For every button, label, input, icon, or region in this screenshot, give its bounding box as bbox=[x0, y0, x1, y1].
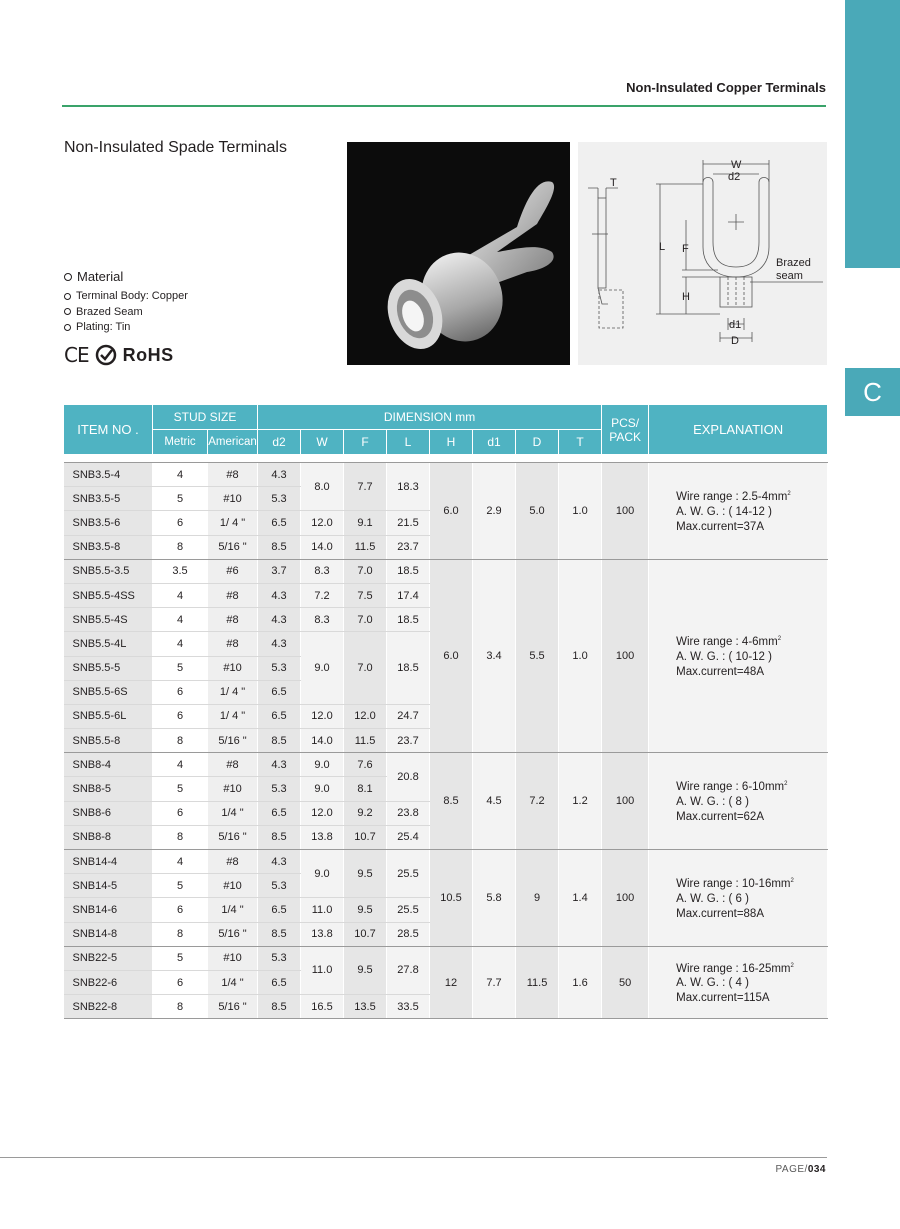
product-title: Non-Insulated Spade Terminals bbox=[64, 139, 287, 156]
header-l: L bbox=[387, 430, 430, 455]
table-row: SNB5.5-5 5 #10 5.3 bbox=[64, 656, 828, 680]
header-divider bbox=[62, 105, 826, 107]
specification-table bbox=[63, 404, 828, 1019]
certification-logos bbox=[64, 343, 174, 367]
circle-bullet-icon bbox=[64, 273, 72, 281]
explanation-cell: Wire range : $4-6mm^2$ A. W. G. : ( 10-12 ) Max.current=48A bbox=[649, 559, 828, 753]
material-item: Terminal Body: Copper bbox=[64, 289, 188, 305]
rohs-mark: RoHS bbox=[122, 344, 174, 365]
header-f: F bbox=[344, 430, 387, 455]
spade-terminal-photo bbox=[347, 142, 570, 365]
section-tab-c: C bbox=[845, 368, 900, 416]
table-row: SNB5.5-6S 6 1/ 4 " 6.5 bbox=[64, 680, 828, 704]
label-brazed: Brazed bbox=[776, 257, 811, 269]
table-row: SNB8-4 4 #8 4.3 9.0 7.6 20.8 8.5 4.5 7.2 1.2 100 Wire range : $6-10mm^2$ A. W. G. : ( 8 ) Max.current=62A bbox=[64, 753, 828, 777]
table-row: SNB14-4 4 #8 4.3 9.0 9.5 25.5 10.5 5.8 9 1.4 100 Wire range : $10-16mm^2$ A. W. G. : ( 6 ) Max.current=88A bbox=[64, 850, 828, 874]
table-row: SNB5.5-4S 4 #8 4.3 8.3 7.0 18.5 bbox=[64, 608, 828, 632]
header-dimension: DIMENSION mm bbox=[258, 405, 602, 430]
side-tab-bar bbox=[845, 0, 900, 268]
label-w: W bbox=[731, 159, 742, 171]
table-row: SNB5.5-8 8 5/16 " 8.5 14.0 11.5 23.7 bbox=[64, 729, 828, 753]
table-row: SNB14-6 6 1/4 " 6.5 11.0 9.5 25.5 bbox=[64, 898, 828, 922]
spade-dimension-diagram bbox=[578, 142, 827, 365]
header-t: T bbox=[559, 430, 602, 455]
header-pcs-pack: PCS/ PACK bbox=[602, 405, 649, 455]
table-row: SNB3.5-5 5 #10 5.3 bbox=[64, 487, 828, 511]
circle-bullet-icon bbox=[64, 308, 71, 315]
label-h: H bbox=[682, 291, 690, 303]
table-row: SNB3.5-8 8 5/16 " 8.5 14.0 11.5 23.7 bbox=[64, 535, 828, 559]
header-d: D bbox=[516, 430, 559, 455]
header-title: Non-Insulated Copper Terminals bbox=[626, 80, 826, 95]
material-heading: Material bbox=[64, 269, 188, 285]
header-american: American bbox=[208, 430, 258, 455]
table-row: SNB5.5-4SS 4 #8 4.3 7.2 7.5 17.4 bbox=[64, 583, 828, 607]
material-list bbox=[64, 269, 188, 335]
header-w: W bbox=[301, 430, 344, 455]
table-row: SNB22-8 8 5/16 " 8.5 16.5 13.5 33.5 bbox=[64, 995, 828, 1019]
table-row: SNB8-6 6 1/4 " 6.5 12.0 9.2 23.8 bbox=[64, 801, 828, 825]
explanation-cell: Wire range : $10-16mm^2$ A. W. G. : ( 6 ) Max.current=88A bbox=[649, 850, 828, 947]
table-row: SNB5.5-4L 4 #8 4.3 9.0 7.0 18.5 bbox=[64, 632, 828, 656]
quality-seal-icon bbox=[95, 344, 117, 366]
header-d2: d2 bbox=[258, 430, 301, 455]
table-row: SNB5.5-6L 6 1/ 4 " 6.5 12.0 12.0 24.7 bbox=[64, 704, 828, 728]
label-seam: seam bbox=[776, 270, 803, 282]
header-metric: Metric bbox=[153, 430, 208, 455]
table-row: SNB22-5 5 #10 5.3 11.0 9.5 27.8 12 7.7 11.5 1.6 50 Wire range : $16-25mm^2$ A. W. G. : ( 4 ) Max.current=115A bbox=[64, 946, 828, 970]
explanation-cell: Wire range : $2.5-4mm^2$ A. W. G. : ( 14-12 ) Max.current=37A bbox=[649, 463, 828, 560]
product-photo bbox=[347, 142, 570, 365]
table-row: SNB8-5 5 #10 5.3 9.0 8.1 bbox=[64, 777, 828, 801]
table-row: SNB22-6 6 1/4 " 6.5 bbox=[64, 970, 828, 994]
footer-divider bbox=[0, 1157, 827, 1158]
label-d: D bbox=[731, 335, 739, 347]
label-t: T bbox=[610, 177, 617, 189]
table-row: SNB3.5-6 6 1/ 4 " 6.5 12.0 9.1 21.5 bbox=[64, 511, 828, 535]
ce-mark: CE bbox=[64, 343, 89, 367]
header-item-no: ITEM NO . bbox=[64, 405, 153, 455]
table-row: SNB14-8 8 5/16 " 8.5 13.8 10.7 28.5 bbox=[64, 922, 828, 946]
material-item: Plating: Tin bbox=[64, 320, 188, 336]
material-item: Brazed Seam bbox=[64, 304, 188, 320]
table-row: SNB5.5-3.5 3.5 #6 3.7 8.3 7.0 18.5 6.0 3.4 5.5 1.0 100 Wire range : $4-6mm^2$ A. W. G. : ( 10-12 ) Max.current=48A bbox=[64, 559, 828, 583]
circle-bullet-icon bbox=[64, 293, 71, 300]
label-l: L bbox=[659, 241, 666, 253]
table-row: SNB8-8 8 5/16 " 8.5 13.8 10.7 25.4 bbox=[64, 825, 828, 849]
page-number: PAGE/034 bbox=[775, 1164, 826, 1175]
explanation-cell: Wire range : $16-25mm^2$ A. W. G. : ( 4 ) Max.current=115A bbox=[649, 946, 828, 1019]
label-f: F bbox=[682, 243, 689, 255]
table-row: SNB14-5 5 #10 5.3 bbox=[64, 874, 828, 898]
dimension-drawing bbox=[578, 142, 827, 365]
table-row: SNB3.5-4 4 #8 4.3 8.0 7.7 18.3 6.0 2.9 5.0 1.0 100 Wire range : $2.5-4mm^2$ A. W. G. : ( 14-12 ) Max.current=37A bbox=[64, 463, 828, 487]
header-h: H bbox=[430, 430, 473, 455]
label-d1: d1 bbox=[729, 319, 742, 331]
circle-bullet-icon bbox=[64, 324, 71, 331]
header-stud-size: STUD SIZE bbox=[153, 405, 258, 430]
explanation-cell: Wire range : $6-10mm^2$ A. W. G. : ( 8 ) Max.current=62A bbox=[649, 753, 828, 850]
header-explanation: EXPLANATION bbox=[649, 405, 828, 455]
header-d1: d1 bbox=[473, 430, 516, 455]
label-d2: d2 bbox=[728, 171, 741, 183]
